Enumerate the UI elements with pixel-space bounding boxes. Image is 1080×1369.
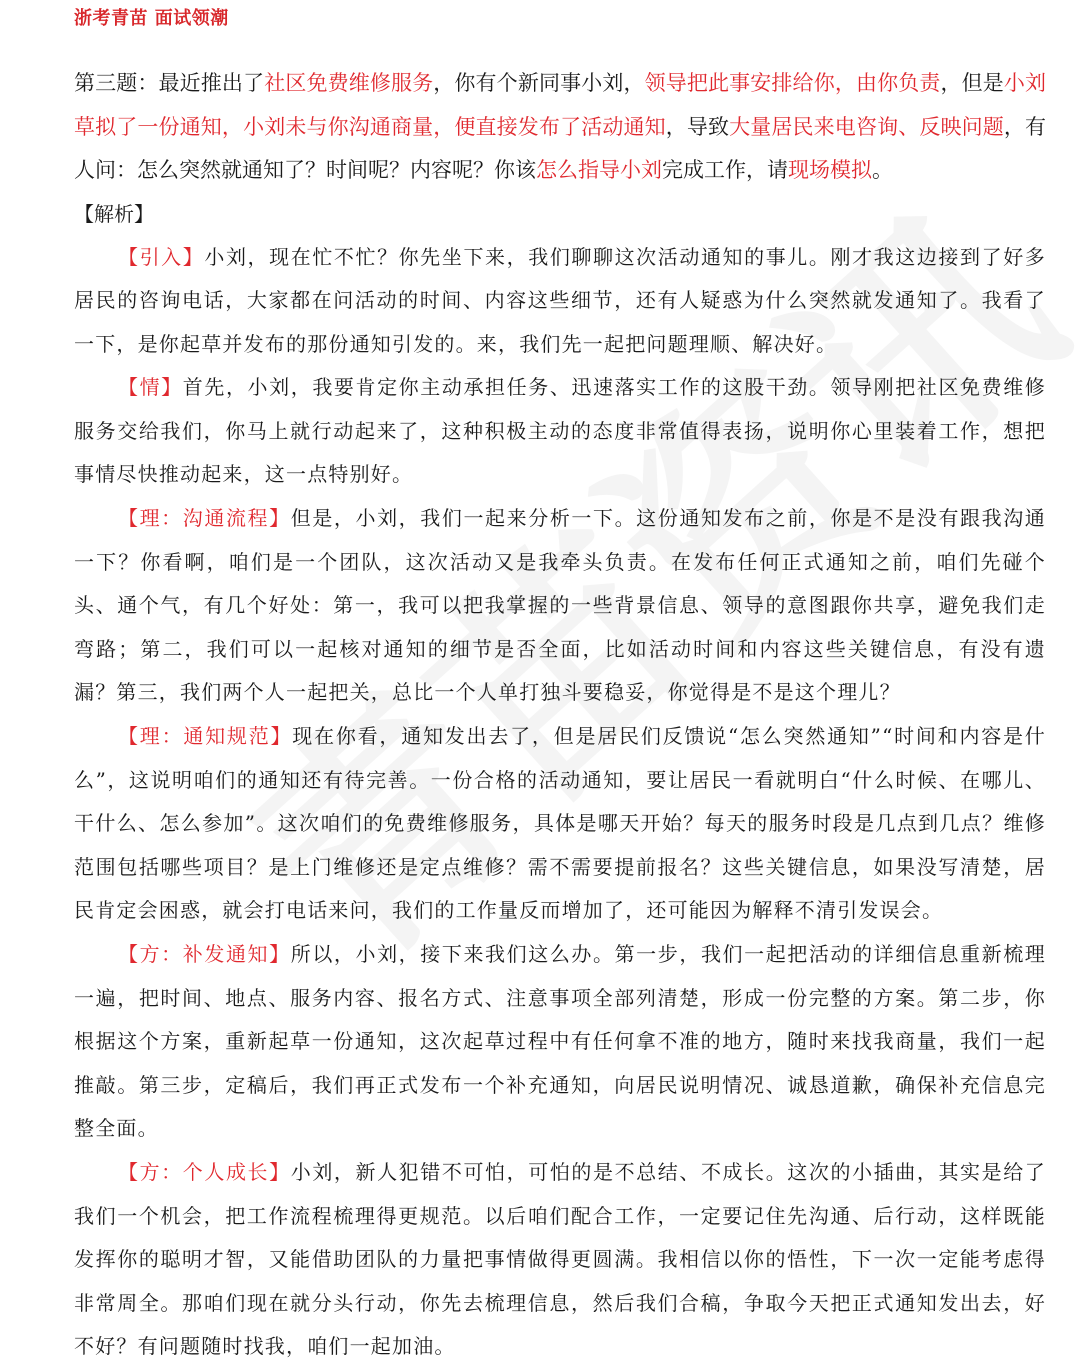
paragraph-text: 小刘，现在忙不忙？你先坐下来，我们聊聊这次活动通知的事儿。刚才我这边接到了好多居民的咨询电话，大家都在问活动的时间、内容这些细节，还有人疑惑为什么突然就发通知了。我看了一下，是你起草并发布的那份通知引发的。来，我们先一起把问题理顺、解决好。 <box>74 244 1046 356</box>
paragraph-emotion <box>74 366 1046 497</box>
paragraph-text: 所以，小刘，接下来我们这么办。第一步，我们一起把活动的详细信息重新梳理一遍，把时间、地点、服务内容、报名方式、注意事项全部列清楚，形成一份完整的方案。第二步，你根据这个方案，重新起草一份通知，这次起草过程中有任何拿不准的地方，随时来找我商量，我们一起推敲。第三步，定稿后，我们再正式发布一个补充通知，向居民说明情况、诚恳道歉，确保补充信息完整全面。 <box>74 942 1047 1141</box>
question-highlight: 怎么指导小刘 <box>536 158 662 182</box>
analysis-heading: 【解析】 <box>74 201 154 226</box>
paragraph-notice-standard <box>74 715 1046 933</box>
paragraph-text: 但是，小刘，我们一起来分析一下。这份通知发布之前，你是不是没有跟我沟通一下？你看啊，咱们是一个团队，这次活动又是我牵头负责。在发布任何正式通知之前，咱们先碰个头、通个气，有几个好处：第一，我可以把我掌握的一些背景信息、领导的意图跟你共享，避免我们走弯路；第二，我们可以一起核对通知的细节是否全面，比如活动时间和内容这些关键信息，有没有遗漏？第三，我们两个人一起把关，总比一个人单打独斗要稳妥，你觉得是不是这个理儿？ <box>74 506 1047 705</box>
paragraph-text: 首先，小刘，我要肯定你主动承担任务、迅速落实工作的这股干劲。领导刚把社区免费维修服务交给我们，你马上就行动起来了，这种积极主动的态度非常值得表扬，说明你心里装着工作，想把事情尽快推动起来，这一点特别好。 <box>74 375 1047 487</box>
header-title: 浙考青苗 面试领潮 <box>74 8 229 29</box>
paragraph-text: 现在你看，通知发出去了，但是居民们反馈说“怎么突然通知”“时间和内容是什么”，这说明咱们的通知还有待完善。一份合格的活动通知，要让居民一看就明白“什么时候、在哪儿、干什么、怎么参加”。这次咱们的免费维修服务，具体是哪天开始？每天的服务时段是几点到几点？维修范围包括哪些项目？是上门维修还是定点维修？需不需要提前报名？这些关键信息，如果没写清楚，居民肯定会困惑，就会打电话来问，我们的工作量反而增加了，还可能因为解释不清引发误会。 <box>74 724 1047 923</box>
paragraph-tag: 【方：补发通知】 <box>118 942 291 966</box>
question-highlight: 小刘草拟了一份通知，小刘未与你沟通商量，便直接发布了活动通知 <box>74 71 1047 139</box>
paragraph-tag: 【引入】 <box>118 244 205 269</box>
question-segment: ，有人问：怎么突然就通知了？时间呢？内容呢？你该 <box>74 114 1047 182</box>
question-segment: 第三题：最近推出了 <box>74 71 265 95</box>
question-segment: 完成工作，请 <box>662 158 788 182</box>
paragraph-reissue <box>74 933 1046 1151</box>
document-body <box>74 62 1046 1369</box>
question-highlight: 大量居民来电咨询、反映问题 <box>729 114 1004 139</box>
paragraph-tag: 【理：通知规范】 <box>118 724 293 749</box>
question-text <box>74 62 1046 193</box>
paragraph-communication <box>74 497 1046 715</box>
paragraph-tag: 【理：沟通流程】 <box>118 506 291 531</box>
question-segment: ，导致 <box>665 114 730 139</box>
paragraph-text: 小刘，新人犯错不可怕，可怕的是不总结、不成长。这次的小插曲，其实是给了我们一个机会，把工作流程梳理得更规范。以后咱们配合工作，一定要记住先沟通、后行动，这样既能发挥你的聪明才智，又能借助团队的力量把事情做得更圆满。我相信以你的悟性，下一次一定能考虑得非常周全。那咱们现在就分头行动，你先去梳理信息，然后我们合稿，争取今天把正式通知发出去，好不好？有问题随时找我，咱们一起加油。 <box>74 1159 1047 1359</box>
paragraph-tag: 【方：个人成长】 <box>118 1159 291 1184</box>
paragraph-growth <box>74 1151 1046 1369</box>
paragraph-tag: 【情】 <box>118 375 183 400</box>
question-highlight: 现场模拟 <box>788 158 872 182</box>
question-highlight: 社区免费维修服务 <box>264 71 434 95</box>
question-segment: ，但是 <box>940 71 1004 95</box>
question-segment: ，你有个新同事小刘， <box>433 71 645 95</box>
question-highlight: 领导把此事安排给你，由你负责 <box>644 71 941 95</box>
question-segment: 。 <box>872 158 893 182</box>
paragraph-intro <box>74 236 1046 367</box>
